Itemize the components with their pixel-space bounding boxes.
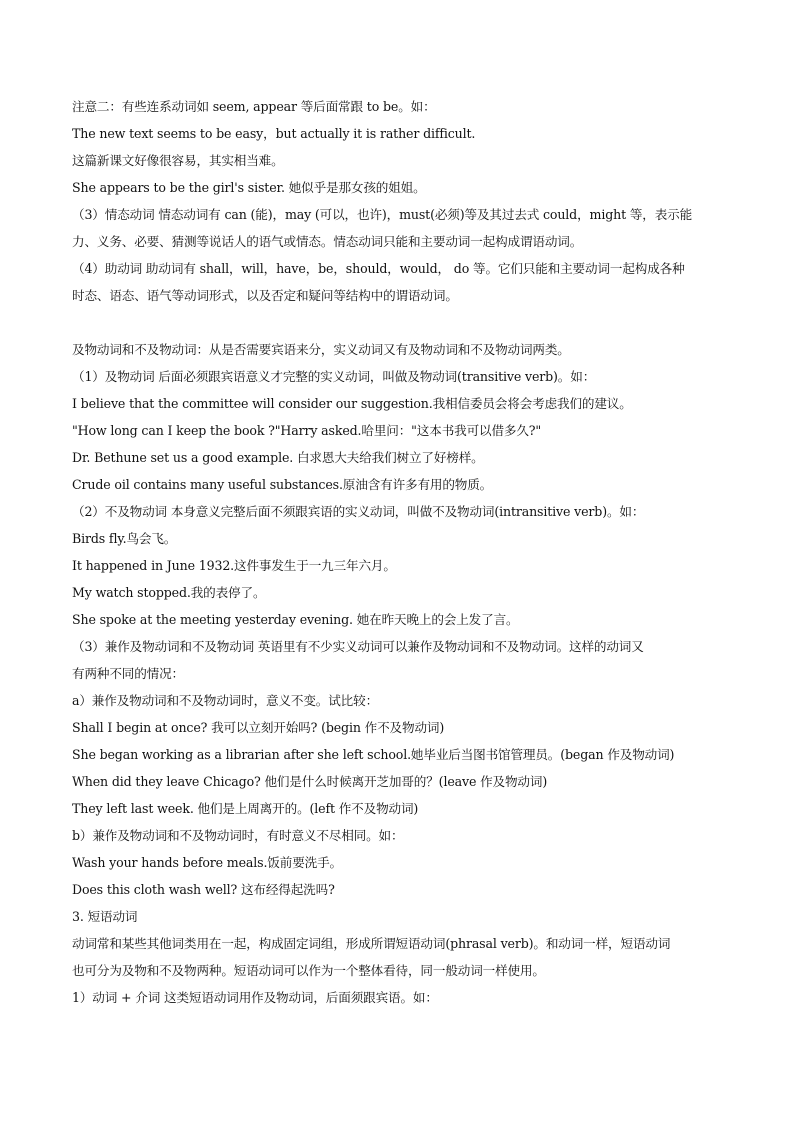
text-line: When did they leave Chicago? 他们是什么时候离开芝加哥的？(leave 作及物动词) xyxy=(72,774,548,789)
text-line: （1）及物动词 后面必须跟宾语意义才完整的实义动词，叫做及物动词(transitive verb)。如： xyxy=(72,369,596,384)
text-line: Shall I begin at once? 我可以立刻开始吗? (begin 作不及物动词) xyxy=(72,720,445,735)
text-line: My watch stopped.我的表停了。 xyxy=(72,585,266,600)
text-line: 也可分为及物和不及物两种。短语动词可以作为一个整体看待，同一般动词一样使用。 xyxy=(72,963,545,978)
text-line: Does this cloth wash well? 这布经得起洗吗? xyxy=(72,882,335,897)
text-line: "How long can I keep the book ?"Harry asked.哈里问："这本书我可以借多久?" xyxy=(72,423,542,438)
text-line: Wash your hands before meals.饭前要洗手。 xyxy=(72,855,342,870)
text-line: a）兼作及物动词和不及物动词时，意义不变。试比较： xyxy=(72,693,379,708)
text-line: b）兼作及物动词和不及物动词时，有时意义不尽相同。如： xyxy=(72,828,404,843)
text-line: 有两种不同的情况： xyxy=(72,666,184,681)
text-line: 这篇新课文好像很容易，其实相当难。 xyxy=(72,153,284,168)
text-line: （3）兼作及物动词和不及物动词 英语里有不少实义动词可以兼作及物动词和不及物动词。这样的动词又 xyxy=(72,639,644,654)
text-line: （2）不及物动词 本身意义完整后面不须跟宾语的实义动词，叫做不及物动词(intransitive verb)。如： xyxy=(72,504,645,519)
text-line: Dr. Bethune set us a good example. 白求恩大夫给我们树立了好榜样。 xyxy=(72,450,484,465)
section-heading: 3. 短语动词 xyxy=(72,909,138,924)
text-line: Birds fly.鸟会飞。 xyxy=(72,531,177,546)
text-line: 及物动词和不及物动词：从是否需要宾语来分，实义动词又有及物动词和不及物动词两类。 xyxy=(72,342,570,357)
text-line: （4）助动词 助动词有 shall，will，have，be，should，would， do 等。它们只能和主要动词一起构成各种 xyxy=(72,261,685,276)
text-line: She spoke at the meeting yesterday evening. 她在昨天晚上的会上发了言。 xyxy=(72,612,519,627)
text-line: 力、义务、必要、猜测等说话人的语气或情态。情态动词只能和主要动词一起构成谓语动词。 xyxy=(72,234,583,249)
text-line: 时态、语态、语气等动词形式，以及否定和疑问等结构中的谓语动词。 xyxy=(72,288,458,303)
text-line: 注意二：有些连系动词如 seem, appear 等后面常跟 to be。如： xyxy=(72,99,436,114)
document-page xyxy=(72,93,724,1011)
text-line: I believe that the committee will consider our suggestion.我相信委员会将会考虑我们的建议。 xyxy=(72,396,632,411)
text-line: They left last week. 他们是上周离开的。(left 作不及物动词) xyxy=(72,801,419,816)
text-line: The new text seems to be easy，but actually it is rather difficult. xyxy=(72,126,476,141)
text-line: She appears to be the girl's sister. 她似乎是那女孩的姐姐。 xyxy=(72,180,426,195)
text-line: 1）动词 + 介词 这类短语动词用作及物动词，后面须跟宾语。如： xyxy=(72,990,438,1005)
text-line: （3）情态动词 情态动词有 can (能)，may (可以，也许)，must(必须)等及其过去式 could，might 等，表示能 xyxy=(72,207,693,222)
text-line: It happened in June 1932.这件事发生于一九三年六月。 xyxy=(72,558,396,573)
text-line: Crude oil contains many useful substances.原油含有许多有用的物质。 xyxy=(72,477,493,492)
text-line: 动词常和某些其他词类用在一起，构成固定词组，形成所谓短语动词(phrasal verb)。和动词一样，短语动词 xyxy=(72,936,671,951)
text-line: She began working as a librarian after she left school.她毕业后当图书馆管理员。(began 作及物动词) xyxy=(72,747,675,762)
blank-line xyxy=(72,309,724,336)
